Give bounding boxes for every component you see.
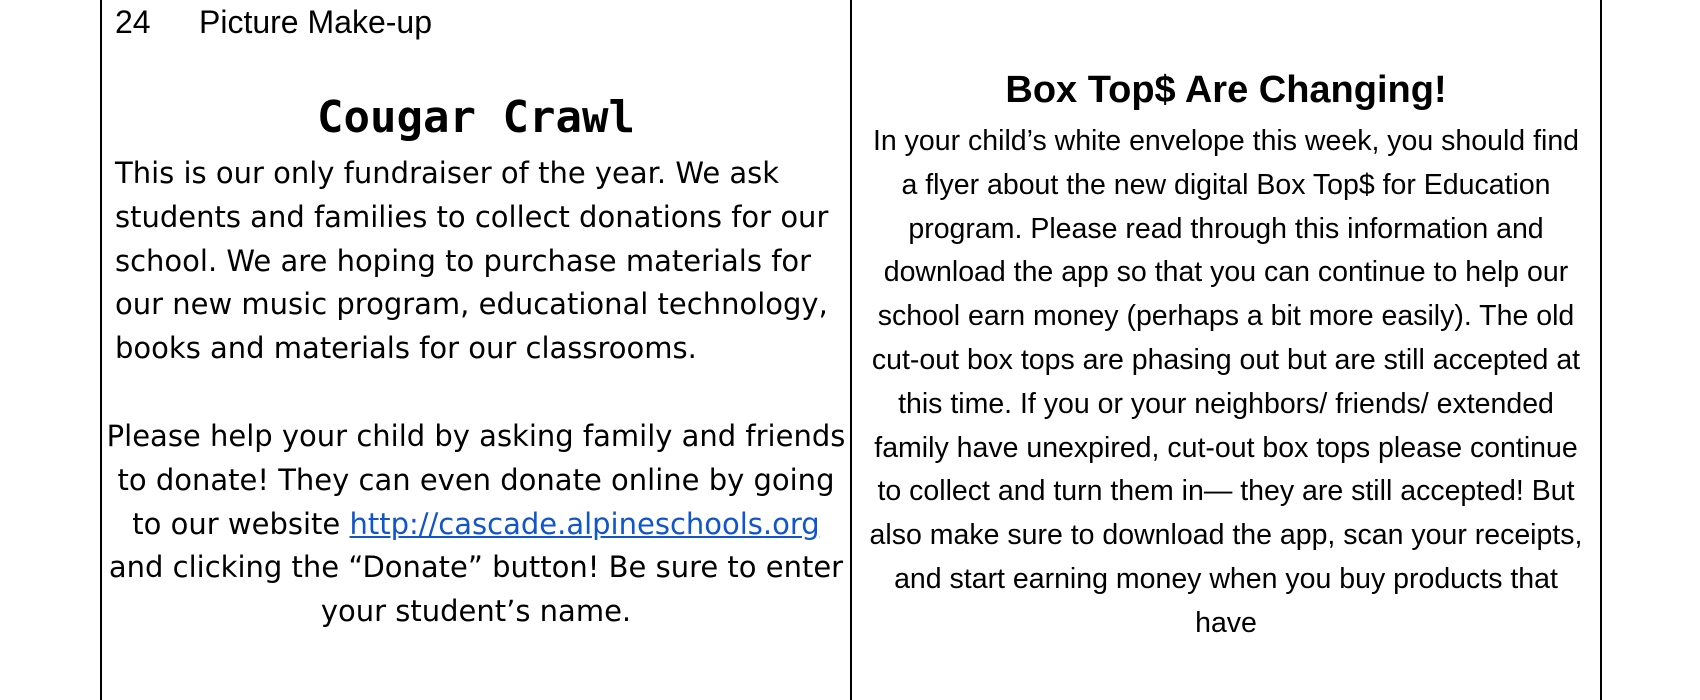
cougar-crawl-column <box>102 0 850 700</box>
donation-paragraph <box>102 415 850 634</box>
cougar-crawl-paragraph: This is our only fundraiser of the year. We ask students and families to collect donations for our school. We are hoping to purchase materials for our new music program, educational technology, books and materials for our classrooms. <box>115 156 829 366</box>
calendar-entry <box>115 2 432 42</box>
box-tops-column <box>852 0 1600 700</box>
right-column-border <box>1600 0 1602 700</box>
donation-text-after-link: and clicking the “Donate” button! Be sure to enter your student’s name. <box>108 550 844 629</box>
box-tops-paragraph: In your child’s white envelope this week, you should find a flyer about the new digital Box Top$ for Education program. Please read through this information and download the app so that you can continue to help our school earn money (perhaps a bit more easily). The old cut-out box tops are phasing out but are still accepted at this time. If you or your neighbors/ friends/ extended family have unexpired, cut-out box tops please continue to collect and turn them in— they are still accepted! But also make sure to download the app, scan your receipts, and start earning money when you buy products that have <box>869 125 1583 639</box>
school-website-link[interactable]: http://cascade.alpineschools.org <box>349 506 820 541</box>
cougar-crawl-title: Cougar Crawl <box>317 92 635 143</box>
calendar-date: 24 <box>115 4 151 40</box>
donation-text-before-link: Please help your child by asking family and friends to donate! They can even donate online by going to our website <box>106 419 846 541</box>
box-tops-title: Box Top$ Are Changing! <box>1005 69 1447 111</box>
calendar-event: Picture Make-up <box>199 4 432 40</box>
